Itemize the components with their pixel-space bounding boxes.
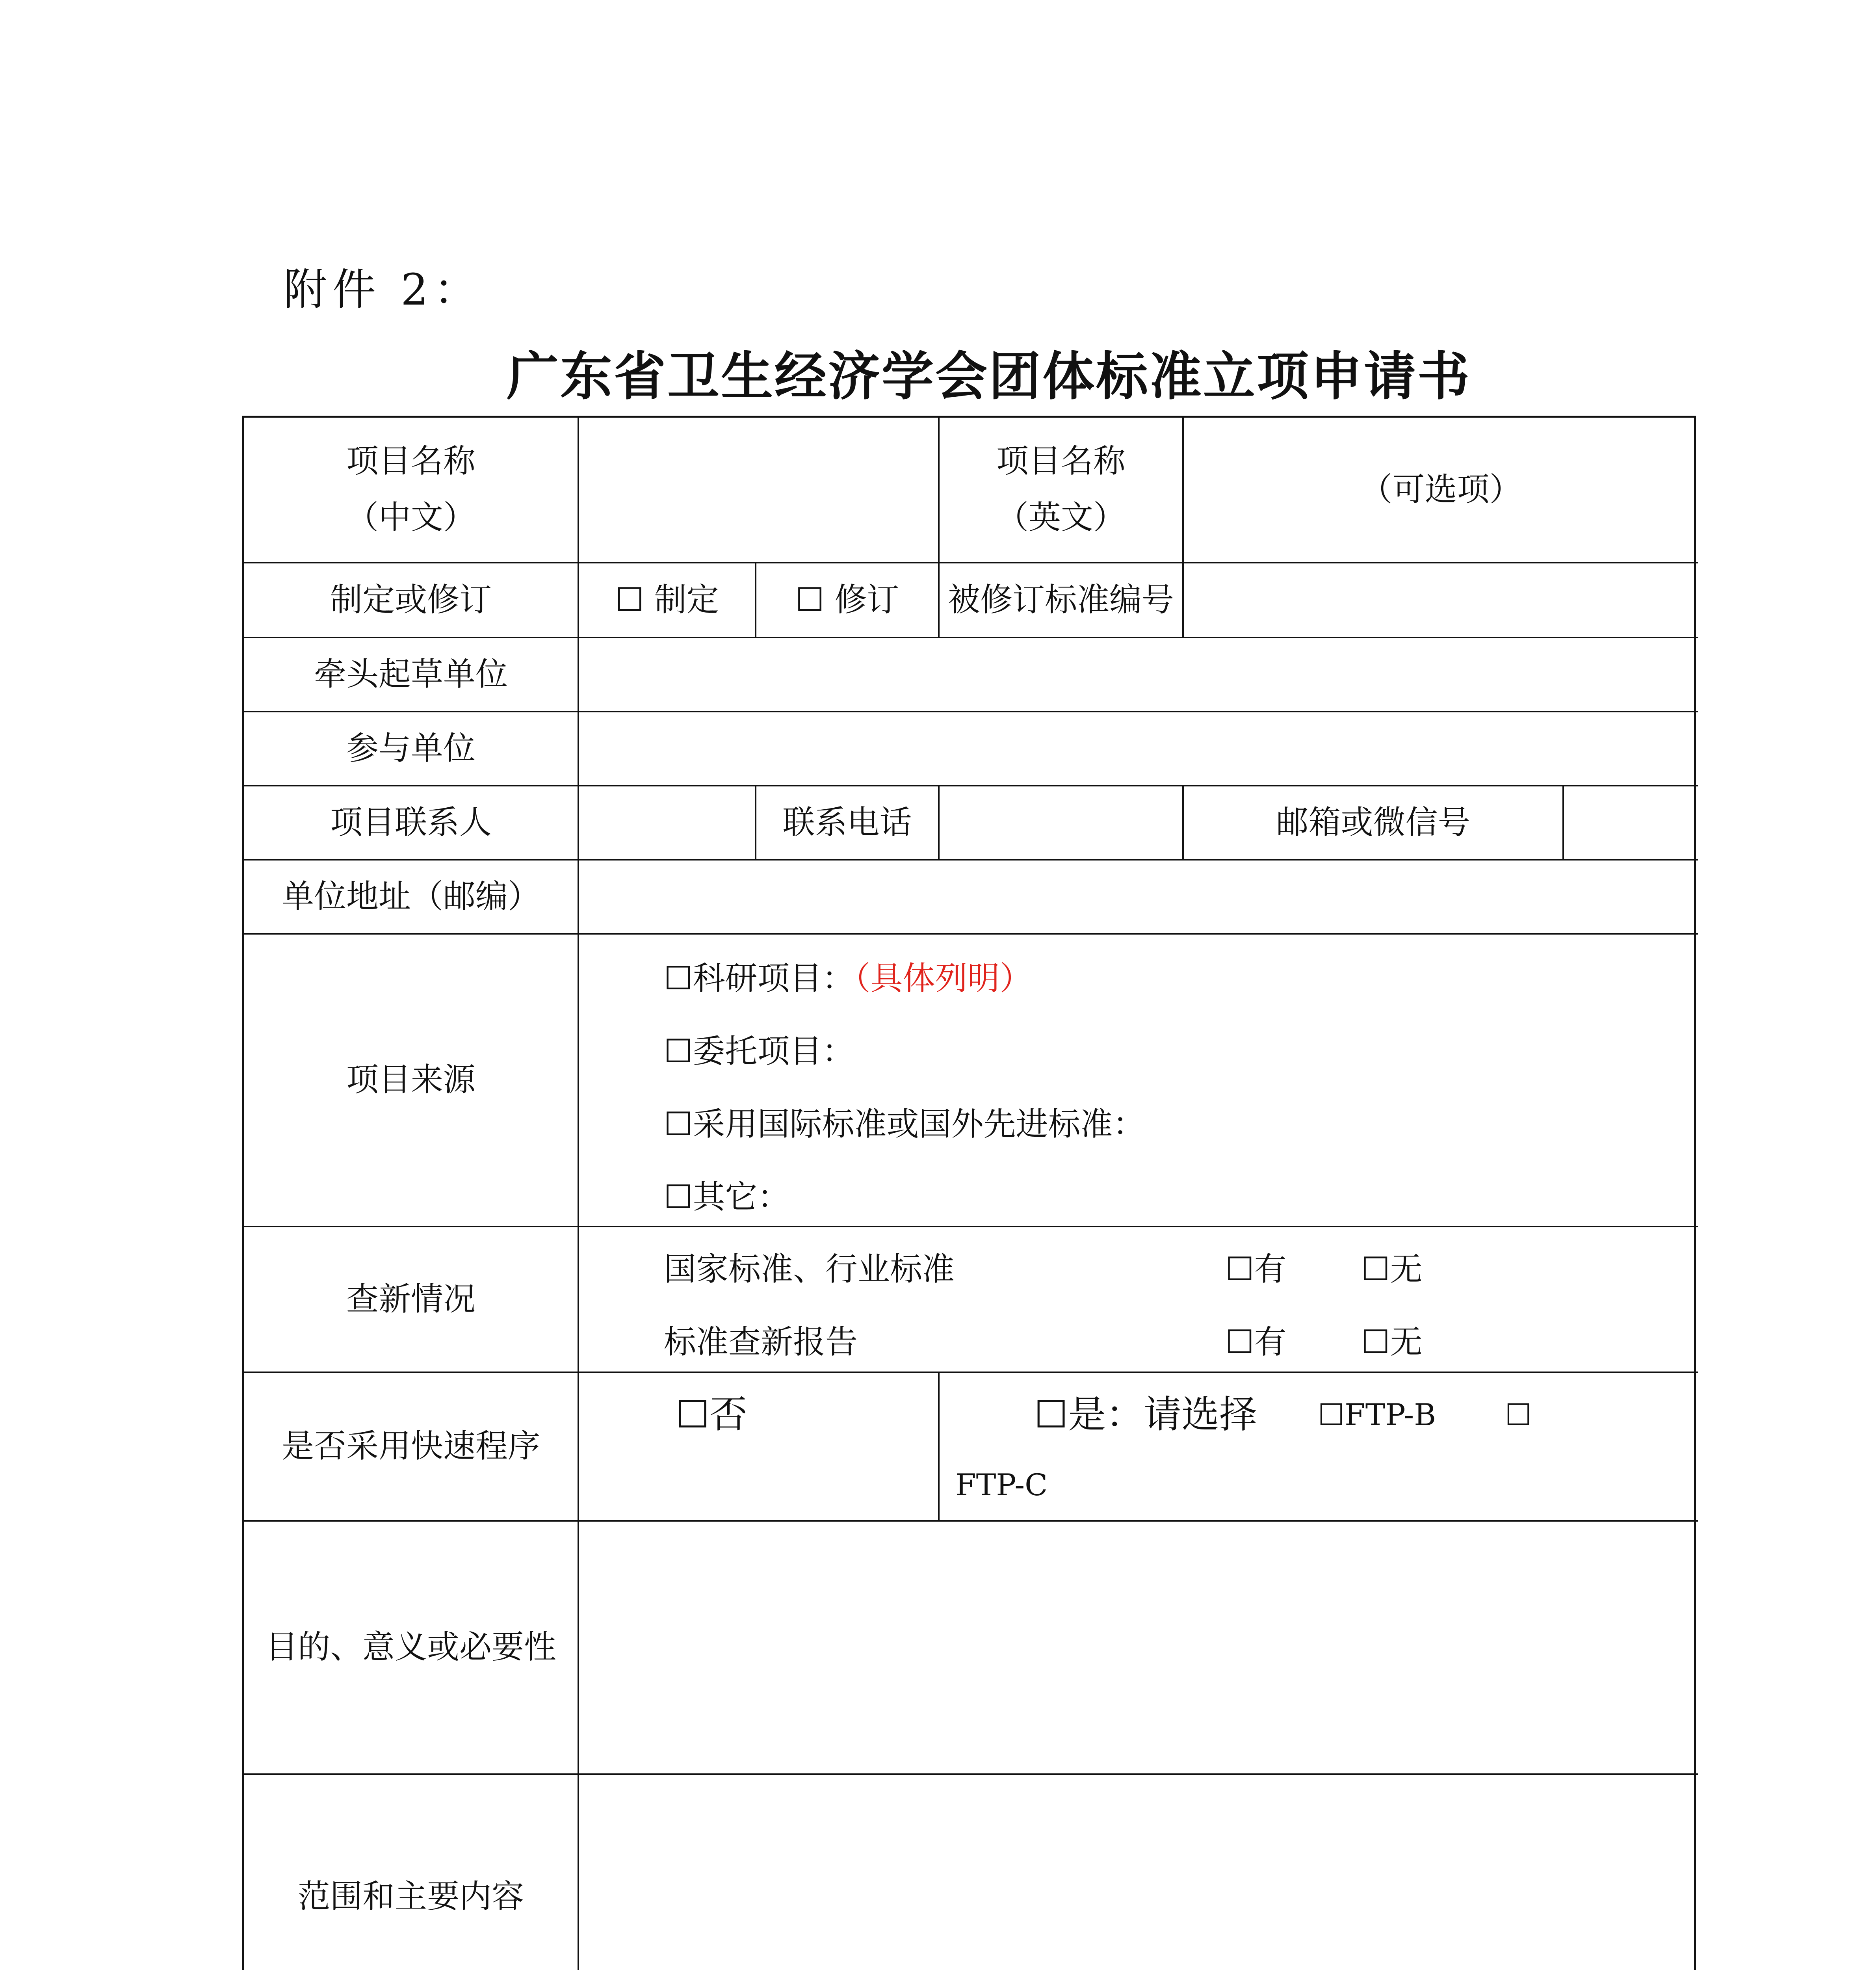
fast-track-no-checkbox[interactable]: ☐否 [676,1392,748,1437]
novelty-standards-yes[interactable]: ☐有 [1225,1251,1287,1288]
fast-track-label: 是否采用快速程序 [244,1373,579,1522]
project-name-en-field[interactable] [1184,418,1698,563]
source-research-option[interactable] [664,960,1032,997]
source-other-option[interactable]: ☐其它： [664,1178,790,1216]
contact-person-field[interactable] [579,786,756,860]
document-title: 广东省卫生经济学会团体标准立项申请书 [507,346,1471,407]
novelty-report-no[interactable]: ☐无 [1361,1323,1423,1361]
project-name-en-label-line2: （英文） [996,499,1126,537]
project-name-cn-label [244,418,579,563]
source-research-checkbox[interactable]: ☐科研项目： [664,960,854,997]
fast-track-yes-checkbox[interactable]: ☐是：请选择 [1034,1392,1257,1437]
novelty-standards-no[interactable]: ☐无 [1361,1251,1423,1288]
address-field[interactable] [579,860,1698,935]
ftp-c-label: FTP-C [955,1467,1048,1502]
scope-label: 范围和主要内容 [244,1775,579,1970]
project-name-cn-label-line2: （中文） [346,499,476,537]
novelty-report-yes[interactable]: ☐有 [1225,1323,1287,1361]
novelty-label: 查新情况 [244,1227,579,1373]
lead-unit-field[interactable] [579,638,1698,712]
revise-checkbox[interactable]: ☐ 修订 [756,563,940,638]
email-label: 邮箱或微信号 [1184,786,1564,860]
attachment-label: 附件 2： [284,264,483,315]
ftp-c-checkbox[interactable]: ☐ [1505,1397,1532,1432]
revised-standard-no-field[interactable] [1184,563,1698,638]
lead-unit-label: 牵头起草单位 [244,638,579,712]
participants-field[interactable] [579,712,1698,786]
fast-track-yes-cell [940,1373,1698,1522]
purpose-label: 目的、意义或必要性 [244,1522,579,1775]
scope-field[interactable] [579,1775,1698,1970]
phone-label: 联系电话 [756,786,940,860]
ftp-b-checkbox[interactable]: ☐FTP-B [1318,1397,1436,1432]
type-label: 制定或修订 [244,563,579,638]
purpose-field[interactable] [579,1522,1698,1775]
project-name-en-label-line1: 项目名称 [996,442,1126,480]
project-name-en-hint: （可选项） [1360,470,1522,508]
phone-field[interactable] [940,786,1184,860]
contact-person-label: 项目联系人 [244,786,579,860]
source-commissioned-option[interactable]: ☐委托项目： [664,1033,854,1070]
email-field[interactable] [1564,786,1698,860]
create-checkbox[interactable]: ☐ 制定 [579,563,756,638]
application-form-table [242,416,1696,1970]
participants-label: 参与单位 [244,712,579,786]
project-name-cn-label-line1: 项目名称 [346,442,476,480]
novelty-options [579,1227,1698,1373]
project-name-cn-field[interactable] [579,418,940,563]
revised-standard-no-label: 被修订标准编号 [940,563,1184,638]
project-name-en-label [940,418,1184,563]
address-label: 单位地址（邮编） [244,860,579,935]
source-options [579,935,1698,1227]
source-research-note: （具体列明） [854,960,1032,997]
source-label: 项目来源 [244,935,579,1227]
novelty-report-item: 标准查新报告 [664,1323,858,1361]
fast-track-no-cell [579,1373,940,1522]
novelty-standards-item: 国家标准、行业标准 [664,1251,955,1288]
source-international-option[interactable]: ☐采用国际标准或国外先进标准： [664,1106,1145,1143]
